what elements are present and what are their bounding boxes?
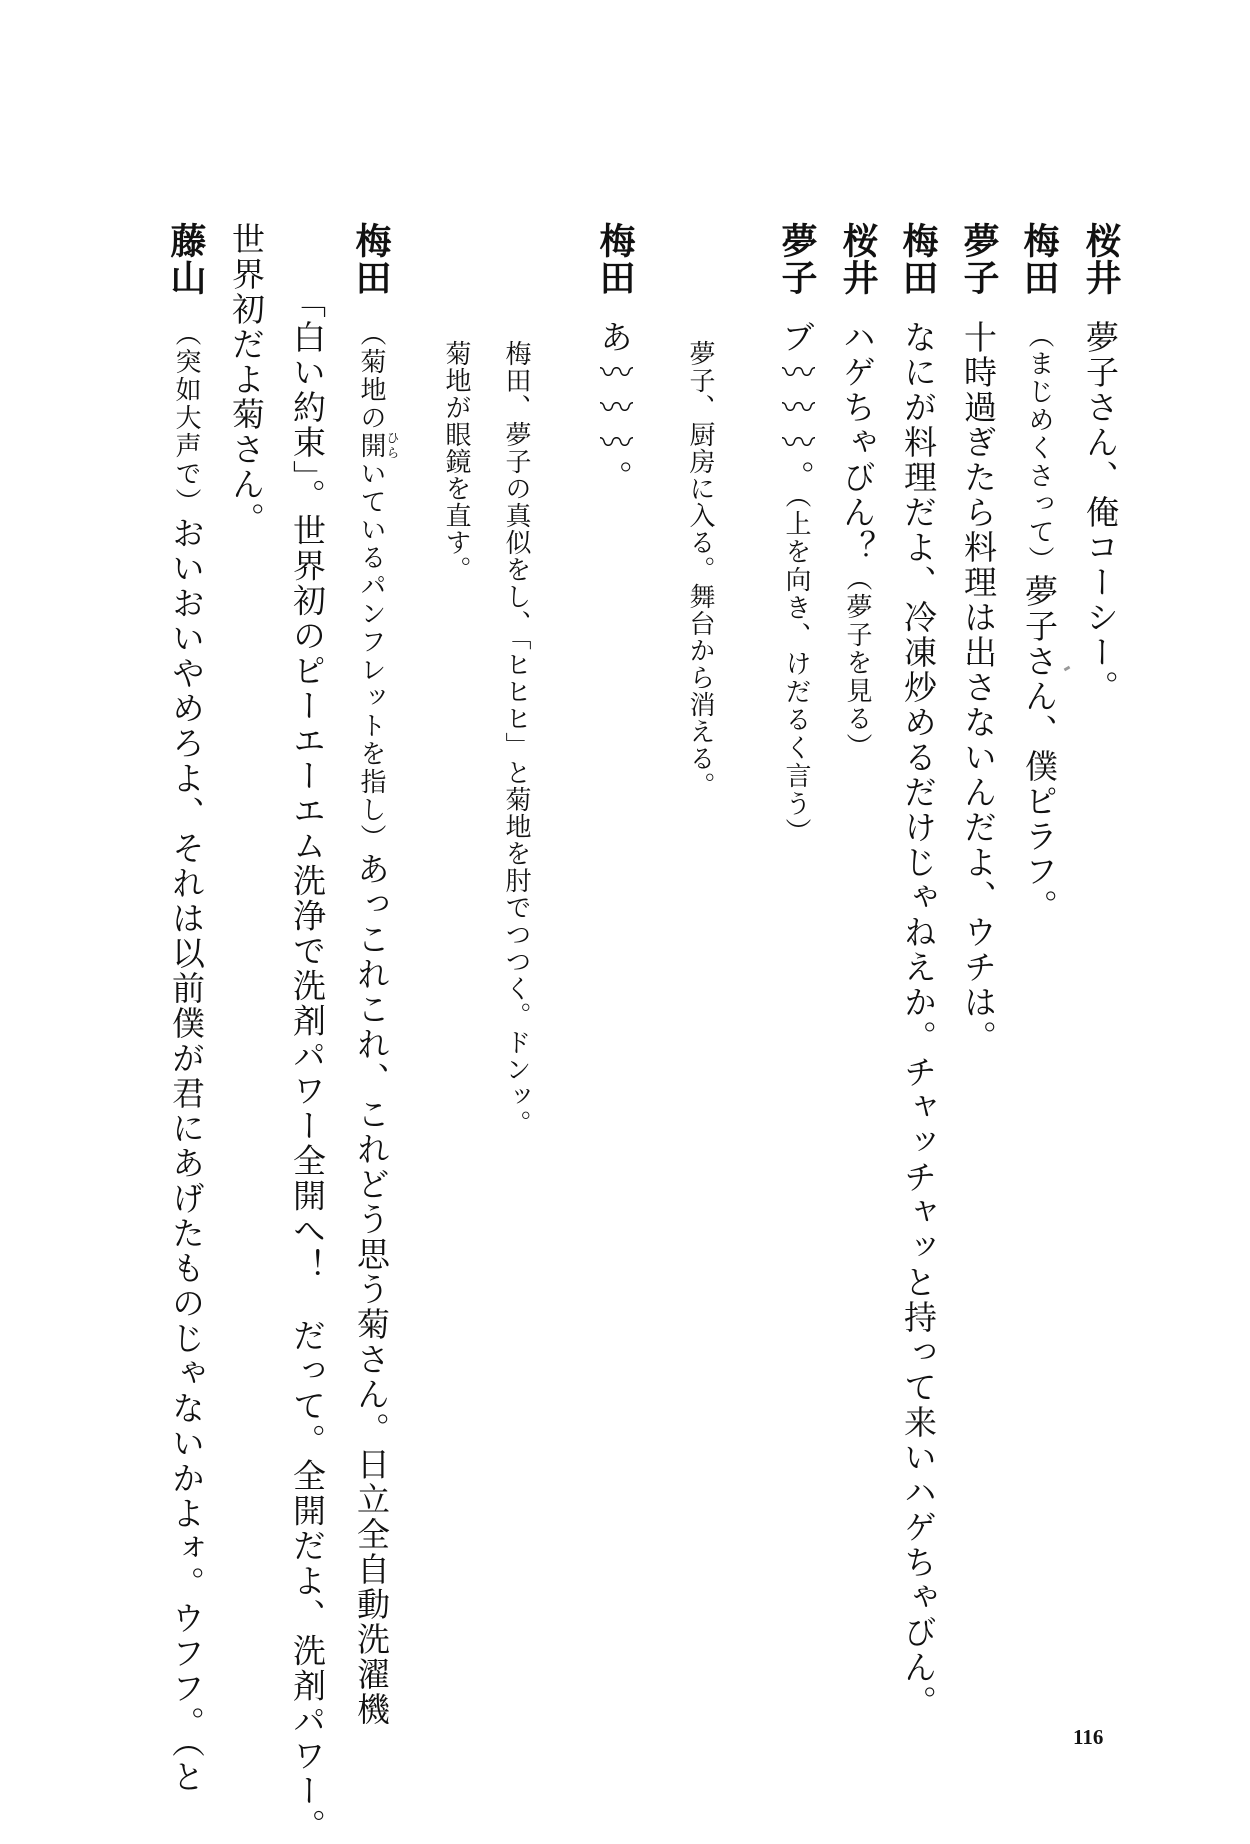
dialogue-continuation: 「白い約束」。世界初のピーエーエム洗浄で洗剤パワー全開へ！ だって。全開だよ、洗剤パワー。 (288, 285, 327, 1844)
stage-direction: 菊地が眼鏡を直す。 (441, 340, 471, 583)
ruby-base: 開 (356, 431, 386, 461)
dialogue-line (167, 320, 206, 1795)
stage-direction-inline: （突如大声で） (171, 320, 201, 516)
stage-direction: 梅田、夢子の真似をし、「ヒヒヒ」と菊地を肘でつつく。ドンッ。 (501, 340, 531, 1137)
ruby-reading: ひら (383, 431, 399, 461)
speaker-name: 梅田 (350, 222, 392, 296)
dialogue-continuation: 世界初だよ菊さん。 (227, 222, 266, 537)
dialogue-line: あ〰〰〰。 (595, 320, 634, 495)
speaker-name: 藤山 (165, 222, 207, 296)
dialogue-text: おいおいやめろよ、それは以前僕が君にあげたものじゃないかよォ。ウフフ。（と (167, 516, 206, 1795)
page-number: 116 (1073, 1725, 1104, 1749)
paren-rest: いているパンフレットを指し） (356, 460, 386, 852)
scan-speck (1064, 666, 1071, 672)
speaker-name: 桜井 (837, 222, 879, 296)
dialogue-text: ハゲちゃびん？ (838, 320, 877, 565)
speaker-name: 桜井 (1080, 222, 1122, 296)
dialogue-line (352, 320, 399, 1727)
stage-direction-inline: （夢子を見る） (842, 565, 872, 761)
speaker-name: 夢子 (776, 222, 818, 296)
speaker-name: 梅田 (1018, 222, 1060, 296)
dialogue-line (1020, 322, 1059, 924)
dialogue-line (777, 320, 816, 846)
speaker-name: 梅田 (897, 222, 939, 296)
speaker-name: 梅田 (594, 222, 636, 296)
stage-direction-inline (356, 320, 399, 852)
speaker-name: 夢子 (958, 222, 1000, 296)
stage-direction-inline: （まじめくさって） (1024, 322, 1054, 574)
dialogue-line: 夢子さん、俺コーシー。 (1081, 320, 1120, 705)
dialogue-text: あっこれこれ、これどう思う菊さん。日立全自動洗濯機 (352, 852, 391, 1727)
dialogue-text: 夢子さん、僕ピラフ。 (1020, 574, 1059, 924)
dialogue-text: ブ〰〰〰。 (777, 320, 816, 495)
dialogue-line: 十時過ぎたら料理は出さないんだよ、ウチは。 (959, 320, 998, 1055)
paren-open: （菊地の (356, 320, 386, 432)
dialogue-line: なにが料理だよ、冷凍炒めるだけじゃねえか。チャッチャッと持って来いハゲちゃびん。 (899, 320, 938, 1720)
stage-direction-inline: （上を向き、けだるく言う） (781, 495, 811, 846)
dialogue-line (838, 320, 877, 761)
ruby-text (356, 431, 399, 461)
stage-direction: 夢子、厨房に入る。舞台から消える。 (685, 340, 715, 799)
